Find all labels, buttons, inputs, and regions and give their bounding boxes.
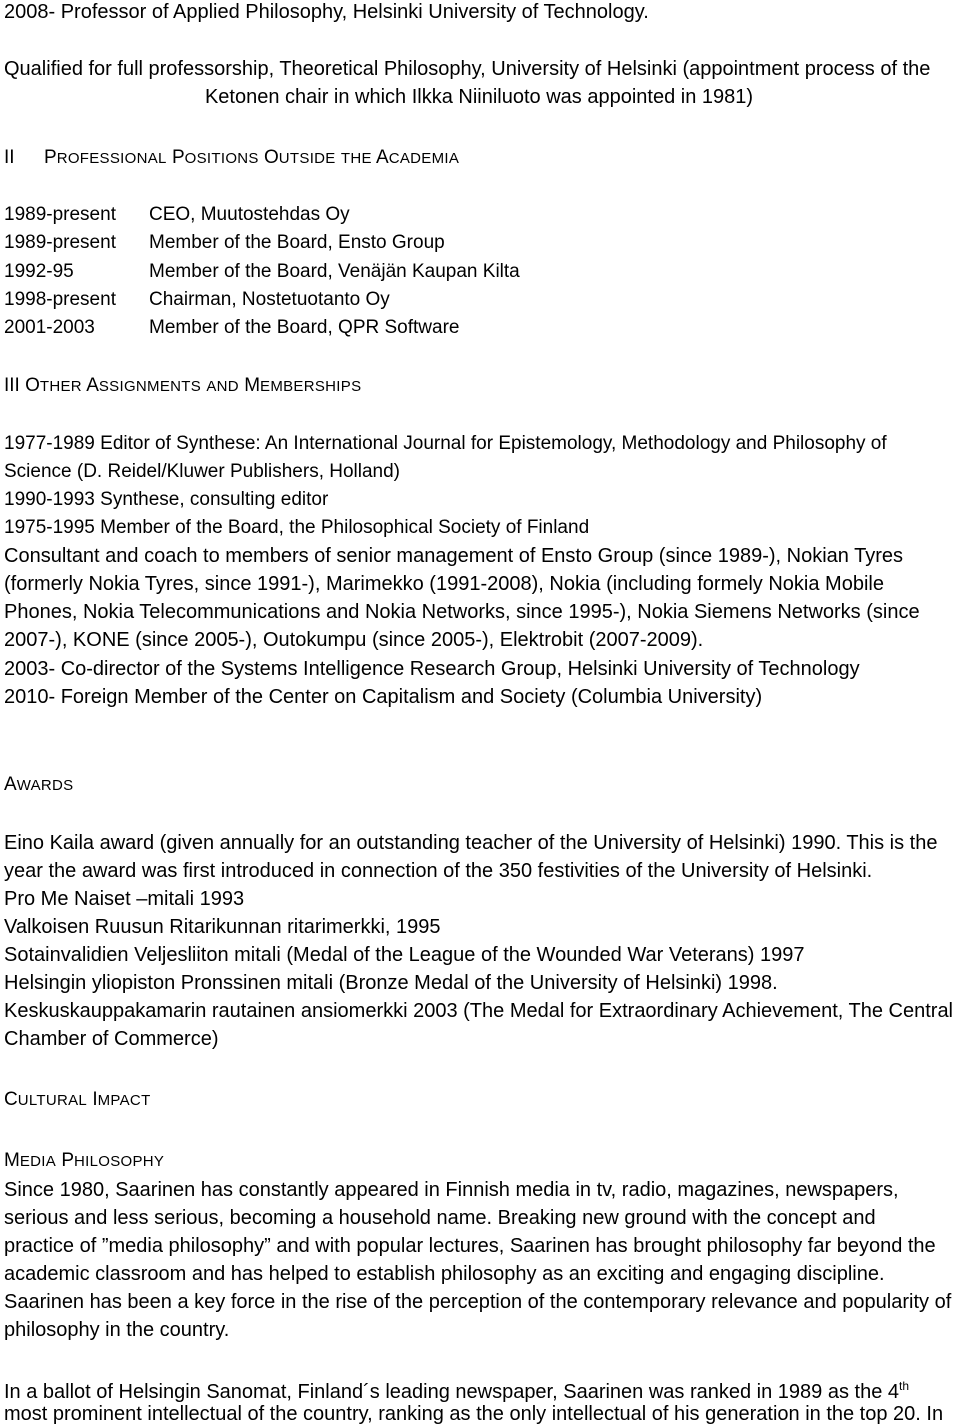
award-line: Helsingin yliopiston Pronssinen mitali (Bronze Medal of the University of Helsinki) 1998.	[4, 972, 778, 994]
qualified-line-2: Ketonen chair in which Ilkka Niiniluoto was appointed in 1981)	[204, 86, 754, 108]
membership-line: Phones, Nokia Telecommunications and Nokia Networks, since 1995-), Nokia Siemens Networks (since	[4, 601, 920, 623]
media-line: practice of ”media philosophy” and with popular lectures, Saarinen has brought philosophy far beyond the	[4, 1235, 936, 1257]
position-years: 1989-present	[4, 204, 116, 225]
award-line: Sotainvalidien Veljesliiton mitali (Medal of the League of the Wounded War Veterans) 1997	[4, 944, 805, 966]
media-line: academic classroom and has helped to establish philosophy as an exciting and engaging discipline.	[4, 1263, 885, 1285]
media-philosophy-heading: MEDIA PHILOSOPHY	[4, 1150, 165, 1171]
section-iii-heading: III OTHER ASSIGNMENTS AND MEMBERSHIPS	[4, 375, 362, 396]
membership-line: 1990-1993 Synthese, consulting editor	[4, 489, 329, 510]
qualified-line-1: Qualified for full professorship, Theoretical Philosophy, University of Helsinki (appointment process of the	[4, 58, 931, 80]
media-line: serious and less serious, becoming a household name. Breaking new ground with the concept and	[4, 1207, 876, 1229]
membership-line: (formerly Nokia Tyres, since 1991-), Marimekko (1991-2008), Nokia (including formely Nokia Mobile	[4, 573, 884, 595]
position-role: Member of the Board, Ensto Group	[149, 232, 445, 253]
membership-line: 2003- Co-director of the Systems Intelligence Research Group, Helsinki University of Technology	[4, 658, 860, 680]
award-line: Chamber of Commerce)	[4, 1028, 219, 1050]
section-ii-heading: II PROFESSIONAL POSITIONS OUTSIDE THE ACADEMIA	[4, 145, 459, 172]
position-role: CEO, Muutostehdas Oy	[149, 204, 350, 225]
award-line: Keskuskauppakamarin rautainen ansiomerkki 2003 (The Medal for Extraordinary Achievement, The Central	[4, 1000, 954, 1022]
membership-line: 2010- Foreign Member of the Center on Capitalism and Society (Columbia University)	[4, 686, 763, 708]
award-line: Valkoisen Ruusun Ritarikunnan ritarimerkki, 1995	[4, 916, 441, 938]
ordinal-superscript: th	[899, 1379, 910, 1393]
awards-heading: AWARDS	[4, 774, 74, 795]
position-row	[4, 259, 520, 285]
position-row	[4, 287, 390, 313]
position-years: 1992-95	[4, 261, 74, 282]
award-line: Pro Me Naiset –mitali 1993	[4, 888, 245, 910]
media-line: Saarinen has been a key force in the rise of the perception of the contemporary relevance and popularity of	[4, 1291, 952, 1313]
position-row	[4, 315, 459, 341]
ballot-line-1: In a ballot of Helsingin Sanomat, Finland´s leading newspaper, Saarinen was ranked in 1989 as the 4th	[4, 1379, 910, 1403]
position-role: Chairman, Nostetuotanto Oy	[149, 289, 390, 310]
section-iii-numeral: III	[4, 375, 20, 396]
membership-line: 1977-1989 Editor of Synthese: An International Journal for Epistemology, Methodology and Philosophy of	[4, 433, 887, 454]
position-row	[4, 230, 445, 256]
section-ii-numeral: II	[4, 147, 15, 168]
membership-line: 1975-1995 Member of the Board, the Philosophical Society of Finland	[4, 517, 590, 538]
award-line: year the award was first introduced in connection of the 350 festivities of the University of Helsinki.	[4, 860, 873, 882]
media-line: philosophy in the country.	[4, 1319, 230, 1341]
position-years: 1989-present	[4, 232, 116, 253]
position-years: 2001-2003	[4, 317, 95, 338]
position-years: 1998-present	[4, 289, 116, 310]
media-line: Since 1980, Saarinen has constantly appeared in Finnish media in tv, radio, magazines, newspapers,	[4, 1179, 899, 1201]
membership-line: Consultant and coach to members of senior management of Ensto Group (since 1989-), Nokian Tyres	[4, 545, 903, 567]
ballot-line-2: most prominent intellectual of the country, ranking as the only intellectual of his generation in the top 20. In	[4, 1403, 944, 1425]
professor-line: 2008- Professor of Applied Philosophy, Helsinki University of Technology.	[4, 1, 649, 23]
position-role: Member of the Board, QPR Software	[149, 317, 460, 338]
award-line: Eino Kaila award (given annually for an outstanding teacher of the University of Helsinki) 1990. This is the	[4, 832, 938, 854]
membership-line: 2007-), KONE (since 2005-), Outokumpu (since 2005-), Elektrobit (2007-2009).	[4, 629, 704, 651]
membership-line: Science (D. Reidel/Kluwer Publishers, Holland)	[4, 461, 401, 482]
cultural-impact-heading: CULTURAL IMPACT	[4, 1089, 151, 1110]
position-role: Member of the Board, Venäjän Kaupan Kilta	[149, 261, 520, 282]
position-row	[4, 202, 350, 228]
